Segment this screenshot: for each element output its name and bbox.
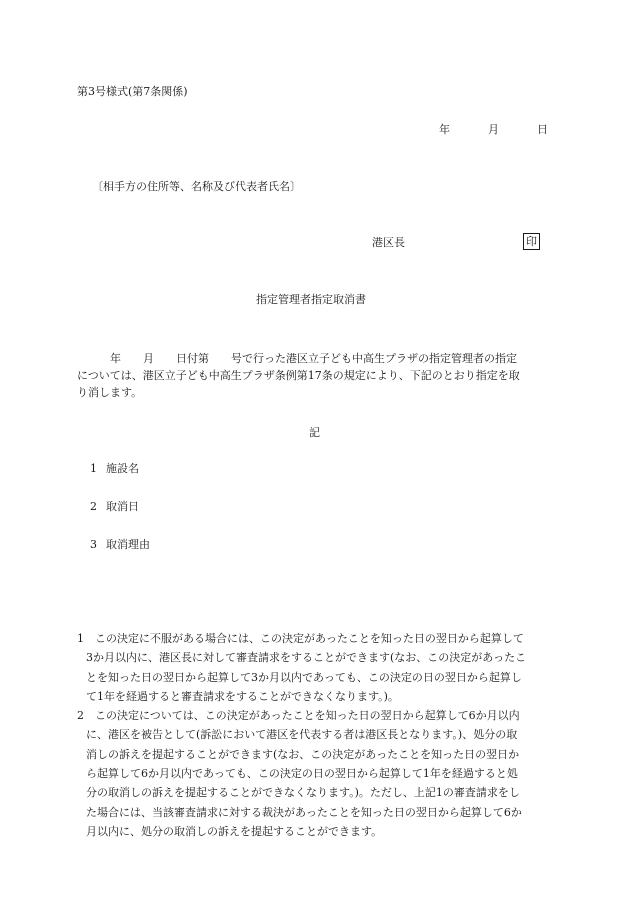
item-label: 取消理由 [106, 538, 150, 551]
date-day-label: 日 [537, 123, 548, 136]
note-line: た場合には、当該審査請求に対する裁決があったことを知った日の翌日から起算して6か [86, 805, 522, 819]
recipient-placeholder: 〔相手方の住所等、名称及び代表者氏名〕 [92, 180, 301, 193]
document-title: 指定管理者指定取消書 [256, 293, 366, 306]
note-line: 2 この決定については、この決定があったことを知った日の翌日から起算して6か月以内 [77, 709, 520, 723]
item-number: 3 [90, 538, 97, 551]
item-label: 取消日 [106, 500, 139, 513]
item-label: 施設名 [106, 462, 139, 475]
list-item [90, 501, 139, 512]
note-line: 月以内に、処分の取消しの訴えを提起することができます。 [86, 824, 383, 838]
seal-mark: 印 [523, 233, 540, 250]
note-line: とを知った日の翌日から起算して3か月以内であっても、この決定の日の翌日から起算し [86, 670, 522, 684]
date-line [439, 124, 548, 135]
note-line: に、港区を被告として(訴訟において港区を代表する者は港区長となります。)、処分の取 [86, 728, 518, 742]
body-line: り消します。 [77, 386, 143, 399]
body-line: については、港区立子ども中高生プラザ条例第17条の規定により、下記のとおり指定を取 [77, 369, 520, 382]
form-number: 第3号様式(第7条関係) [77, 85, 188, 98]
item-number: 2 [90, 500, 97, 513]
date-year-label: 年 [439, 123, 450, 136]
note-line: 分の取消しの訴えを提起することができなくなります。)。ただし、上記1の審査請求をし [86, 786, 520, 800]
notes-section [77, 629, 557, 841]
item-number: 1 [90, 462, 97, 475]
list-item [90, 463, 139, 474]
ki-heading: 記 [309, 426, 320, 439]
note-line: 消しの訴えを提起することができます(なお、この決定があったことを知った日の翌日か [86, 747, 520, 761]
note-line: ら起算して6か月以内であっても、この決定の日の翌日から起算して1年を経過すると処 [86, 767, 518, 781]
note-line: 3か月以内に、港区長に対して審査請求をすることができます(なお、この決定があったこ [86, 651, 527, 665]
note-1 [77, 629, 557, 706]
list-item [90, 539, 150, 550]
note-line: て1年を経過すると審査請求をすることができなくなります。)。 [86, 689, 399, 703]
date-month-label: 月 [488, 123, 499, 136]
body-line: 年 月 日付第 号で行った港区立子ども中高生プラザの指定管理者の指定 [77, 352, 517, 365]
note-line: 1 この決定に不服がある場合には、この決定があったことを知った日の翌日から起算して [77, 632, 524, 645]
note-2 [77, 706, 557, 841]
sender-title: 港区長 [372, 236, 405, 249]
body-paragraph [77, 350, 557, 401]
